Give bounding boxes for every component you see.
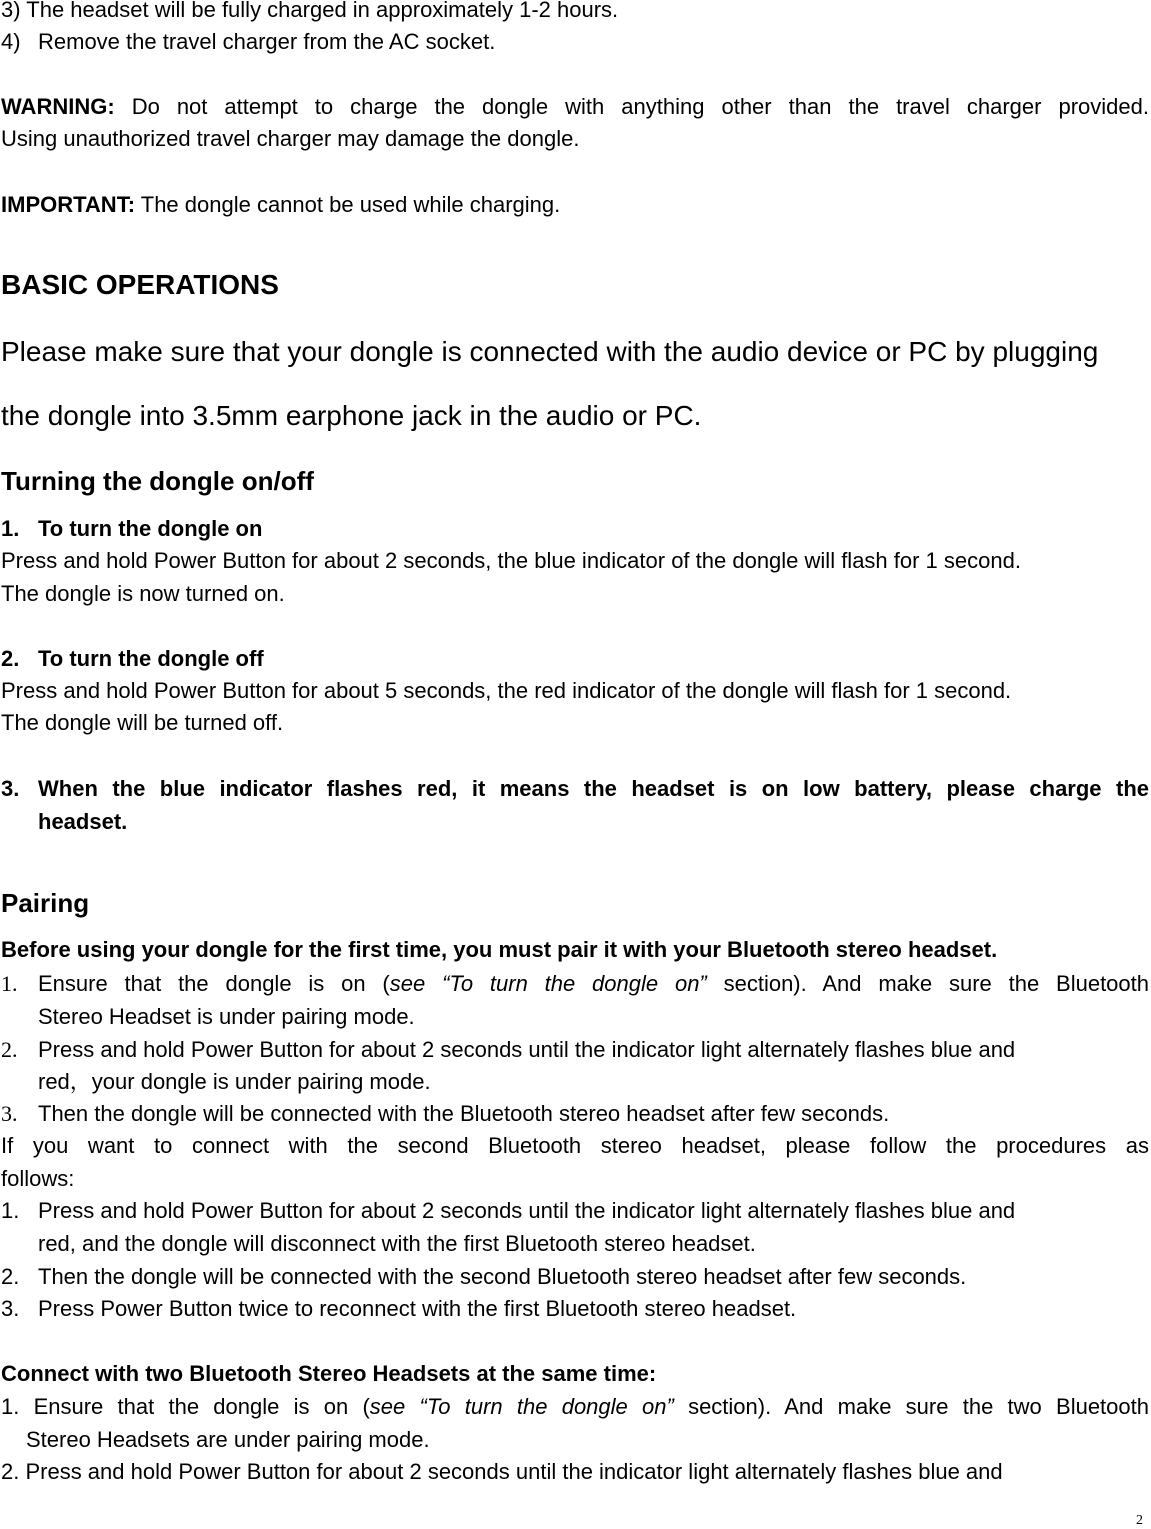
item-2-title-text: To turn the dongle off (38, 646, 264, 671)
list-number: 1. (1, 971, 18, 996)
item-3-line-1 (1, 773, 1149, 805)
step-1-text-end: section). And make sure the Bluetooth (706, 971, 1149, 996)
list-number: 2. (1, 1037, 18, 1062)
item-2-line-2: The dongle will be turned off. (1, 710, 284, 735)
second-step-1-line-1 (1, 1195, 1015, 1227)
warning-line-2: Using unauthorized travel charger may damage the dongle. (1, 126, 580, 151)
second-step-2 (1, 1261, 966, 1293)
list-number: 3. (1, 1101, 18, 1126)
warning-line-1 (1, 91, 1149, 123)
item-2-title (1, 643, 264, 675)
charging-step-4 (1, 26, 495, 58)
intro-line-2: the dongle into 3.5mm earphone jack in the audio or PC. (1, 400, 702, 431)
page-number: 2 (1136, 1513, 1143, 1528)
second-step-1-text: Press and hold Power Button for about 2 seconds until the indicator light alternately flashes blue and (38, 1198, 1016, 1223)
important-label: IMPORTANT: (1, 192, 136, 217)
second-step-1-line-2: red, and the dongle will disconnect with the first Bluetooth stereo headset. (38, 1231, 756, 1256)
second-step-3 (1, 1293, 796, 1325)
charging-step-3: 3) The headset will be fully charged in approximately 1-2 hours. (1, 0, 619, 22)
second-headset-line-1: If you want to connect with the second Bluetooth stereo headset, please follow the procedures as (1, 1133, 1149, 1158)
item-1-title-text: To turn the dongle on (38, 516, 263, 541)
list-number: 4) (1, 29, 21, 54)
section-title: BASIC OPERATIONS (1, 269, 279, 300)
warning-text: Do not attempt to charge the dongle with anything other than the travel charger provided. (131, 94, 1149, 119)
pairing-lead: Before using your dongle for the first time, you must pair it with your Bluetooth stereo headset. (1, 937, 998, 962)
item-2-line-1: Press and hold Power Button for about 5 seconds, the red indicator of the dongle will flash for 1 second. (1, 678, 1012, 703)
two-step-1-reference: see “To turn the dongle on” (369, 1394, 674, 1419)
subsection-title: Connect with two Bluetooth Stereo Headsets at the same time: (1, 1361, 657, 1386)
second-step-2-text: Then the dongle will be connected with the second Bluetooth stereo headset after few seconds. (38, 1264, 967, 1289)
two-step-1-line-2: Stereo Headsets are under pairing mode. (26, 1427, 430, 1452)
item-1-title (1, 513, 262, 545)
subsection-title: Pairing (1, 888, 90, 918)
pairing-step-1-line-2: Stereo Headset is under pairing mode. (38, 1004, 415, 1029)
subsection-title: Turning the dongle on/off (1, 466, 314, 496)
list-number: 3. (1, 1296, 20, 1321)
second-headset-line-2: follows: (1, 1166, 75, 1191)
important-text: The dongle cannot be used while charging. (140, 192, 561, 217)
step-2-text: Press and hold Power Button for about 2 seconds until the indicator light alternately flashes blue and (38, 1037, 1016, 1062)
two-step-1-text-end: section). And make sure the two Bluetooth (673, 1394, 1149, 1419)
pairing-step-1-line-1 (1, 968, 1149, 1000)
list-number: 3. (1, 776, 20, 801)
second-step-3-text: Press Power Button twice to reconnect with the first Bluetooth stereo headset. (38, 1296, 797, 1321)
list-number: 1. (1, 516, 20, 541)
item-3-line-2: headset. (38, 809, 128, 834)
two-step-1-text: 1. Ensure that the dongle is on ( (1, 1394, 370, 1419)
two-step-2-line-1: 2. Press and hold Power Button for about 2 seconds until the indicator light alternately flashes blue and (1, 1459, 1003, 1484)
item-1-line-2: The dongle is now turned on. (1, 581, 285, 606)
warning-label: WARNING: (1, 94, 115, 119)
item-1-line-1: Press and hold Power Button for about 2 seconds, the blue indicator of the dongle will flash for 1 second. (1, 548, 1021, 573)
important-note (1, 189, 560, 221)
pairing-step-2-line-1 (1, 1034, 1015, 1066)
two-step-1-line-1 (1, 1391, 1149, 1423)
list-number: 2. (1, 1264, 20, 1289)
pairing-step-3-line-1 (1, 1098, 889, 1130)
step-3-text: Then the dongle will be connected with the Bluetooth stereo headset after few seconds. (38, 1101, 890, 1126)
charging-step-4-text: Remove the travel charger from the AC socket. (38, 29, 496, 54)
step-1-text: Ensure that the dongle is on ( (38, 971, 390, 996)
item-3-text: When the blue indicator flashes red, it means the headset is on low battery, please charge the (38, 776, 1149, 801)
step-1-reference: see “To turn the dongle on” (389, 971, 707, 996)
intro-line-1: Please make sure that your dongle is connected with the audio device or PC by plugging (1, 336, 1099, 367)
pairing-step-2-line-2: red，your dongle is under pairing mode. (38, 1069, 431, 1094)
list-number: 2. (1, 646, 20, 671)
list-number: 1. (1, 1198, 20, 1223)
